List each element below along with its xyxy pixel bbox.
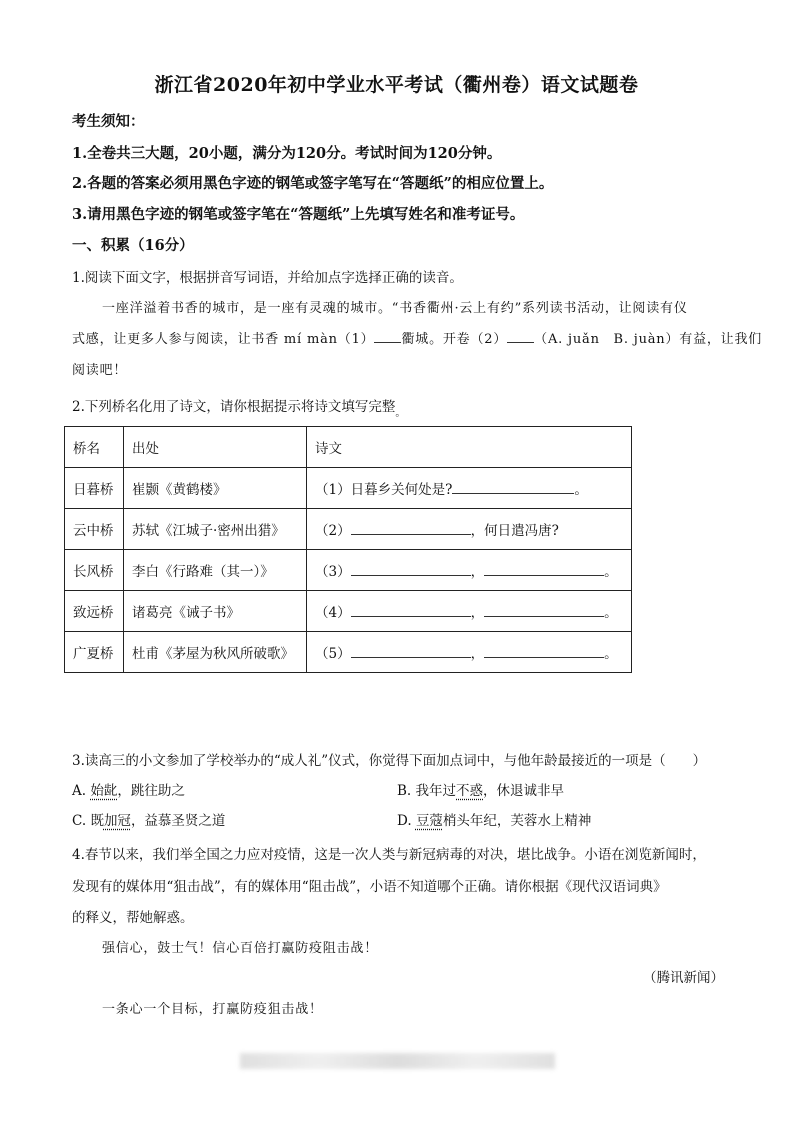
item-number: （1） [315, 482, 351, 498]
option-label: A. [72, 783, 87, 799]
q2-stem-text: 2.下列桥名化用了诗文，请你根据提示将诗文填写完整 [72, 399, 396, 415]
news-headline-1: 强信心，鼓士气！信心百倍打赢防疫阻击战！ [102, 941, 379, 956]
poem-given-text: ，何日遣冯唐? [470, 523, 559, 539]
q1-blank-1[interactable] [374, 330, 401, 343]
option-text: 我年过 [415, 783, 457, 799]
option-label: D. [397, 813, 412, 829]
table-row [65, 591, 632, 632]
table-row [65, 468, 632, 509]
bridge-name: 致远桥 [65, 591, 124, 632]
item-number: （3） [315, 564, 351, 580]
answer-blank[interactable] [484, 645, 604, 658]
poem-cell [307, 591, 632, 632]
option-label: C. [72, 813, 87, 829]
dotted-word: 不惑 [456, 783, 484, 799]
poem-separator: ， [470, 564, 485, 580]
poem-end-punct: 。 [604, 564, 618, 580]
q4-line1: 4.春节以来，我们举全国之力应对疫情，这是一次人类与新冠病毒的对决，堪比战争。小语在浏览新闻时， [72, 847, 706, 863]
poem-end-punct: 。 [604, 605, 618, 621]
notice-item-1: 1.全卷共三大题，20小题，满分为120分。考试时间为120分钟。 [72, 145, 502, 162]
answer-blank[interactable] [351, 645, 471, 658]
answer-blank[interactable] [452, 481, 574, 494]
q1-passage-line3: 阅读吧！ [72, 363, 128, 378]
bridge-name: 日暮桥 [65, 468, 124, 509]
q1-stem: 1.阅读下面文字，根据拼音写词语，并给加点字选择正确的读音。 [72, 270, 463, 286]
q4-line2: 发现有的媒体用“狙击战”，有的媒体用“阻击战”，小语不知道哪个正确。请你根据《现代汉语词典》 [72, 879, 667, 895]
table-header-row [65, 427, 632, 468]
header-bridge: 桥名 [65, 427, 124, 468]
q3-option-d[interactable] [397, 809, 591, 829]
q1-blank-2[interactable] [507, 330, 534, 343]
table-row [65, 550, 632, 591]
q2-stem-end: 。 [395, 408, 406, 419]
option-text: ，休退诚非早 [483, 783, 565, 799]
section-heading: 一、积累（16分） [72, 237, 194, 254]
option-text: 梢头年纪，芙蓉水上精神 [442, 813, 592, 829]
header-source: 出处 [124, 427, 307, 468]
q1-passage-line1: 一座洋溢着书香的城市，是一座有灵魂的城市。“书香衢州·云上有约”系列读书活动，让阅读有仪 [102, 301, 688, 316]
dotted-word: 加冠 [103, 813, 131, 829]
answer-blank[interactable] [351, 563, 471, 576]
q4-line3: 的释义，帮她解惑。 [72, 910, 194, 926]
poem-source: 苏轼《江城子·密州出猎》 [124, 509, 307, 550]
bridge-name: 云中桥 [65, 509, 124, 550]
header-poem: 诗文 [307, 427, 632, 468]
poem-cell [307, 509, 632, 550]
poem-source: 崔颢《黄鹤楼》 [124, 468, 307, 509]
news-headline-2: 一条心一个目标，打赢防疫狙击战！ [102, 1002, 323, 1017]
dotted-word: 豆蔻 [415, 813, 443, 829]
option-text: ，跳往助之 [117, 783, 185, 799]
answer-blank[interactable] [484, 563, 604, 576]
poem-cell [307, 468, 632, 509]
poem-given-text: 日暮乡关何处是? [350, 482, 453, 498]
q3-option-b[interactable] [397, 779, 564, 799]
q2-stem [72, 395, 406, 419]
item-number: （4） [315, 605, 351, 621]
news-source: （腾讯新闻） [643, 970, 724, 986]
q3-option-c[interactable] [72, 809, 225, 829]
poem-end-punct: 。 [604, 646, 618, 662]
q3-stem: 3.读高三的小文参加了学校举办的“成人礼”仪式，你觉得下面加点词中，与他年龄最接近的一项是（ ） [72, 753, 707, 769]
poem-cell [307, 550, 632, 591]
poem-source: 杜甫《茅屋为秋风所破歌》 [124, 632, 307, 673]
bridge-name: 长风桥 [65, 550, 124, 591]
notice-heading: 考生须知： [72, 113, 145, 130]
poem-table [64, 426, 632, 673]
option-text: 既 [90, 813, 104, 829]
poem-end-punct: 。 [574, 482, 588, 498]
table-row [65, 509, 632, 550]
poem-cell [307, 632, 632, 673]
notice-item-3: 3.请用黑色字迹的钢笔或签字笔在“答题纸”上先填写姓名和准考证号。 [72, 206, 525, 223]
poem-separator: ， [470, 605, 485, 621]
poem-source: 诸葛亮《诫子书》 [124, 591, 307, 632]
answer-blank[interactable] [351, 522, 471, 535]
option-label: B. [397, 783, 412, 799]
option-text: ，益慕圣贤之道 [130, 813, 226, 829]
q1-passage-part-c: （A. juǎn B. juàn）有益，让我们 [534, 332, 763, 347]
q1-passage-part-a: 式感，让更多人参与阅读，让书香 mí màn（1） [72, 332, 375, 347]
q3-option-a[interactable] [72, 779, 185, 799]
poem-separator: ， [470, 646, 485, 662]
q1-passage-line2 [72, 328, 762, 347]
blurred-footer-watermark [240, 1053, 555, 1069]
dotted-word: 始龀 [90, 783, 118, 799]
item-number: （5） [315, 646, 351, 662]
q1-passage-part-b: 衢城。开卷（2） [401, 332, 508, 347]
page-title: 浙江省2020年初中学业水平考试（衢州卷）语文试题卷 [154, 74, 639, 96]
answer-blank[interactable] [351, 604, 471, 617]
answer-blank[interactable] [484, 604, 604, 617]
poem-source: 李白《行路难（其一）》 [124, 550, 307, 591]
item-number: （2） [315, 523, 351, 539]
table-row [65, 632, 632, 673]
notice-item-2: 2.各题的答案必须用黑色字迹的钢笔或签字笔写在“答题纸”的相应位置上。 [72, 175, 554, 192]
bridge-name: 广夏桥 [65, 632, 124, 673]
